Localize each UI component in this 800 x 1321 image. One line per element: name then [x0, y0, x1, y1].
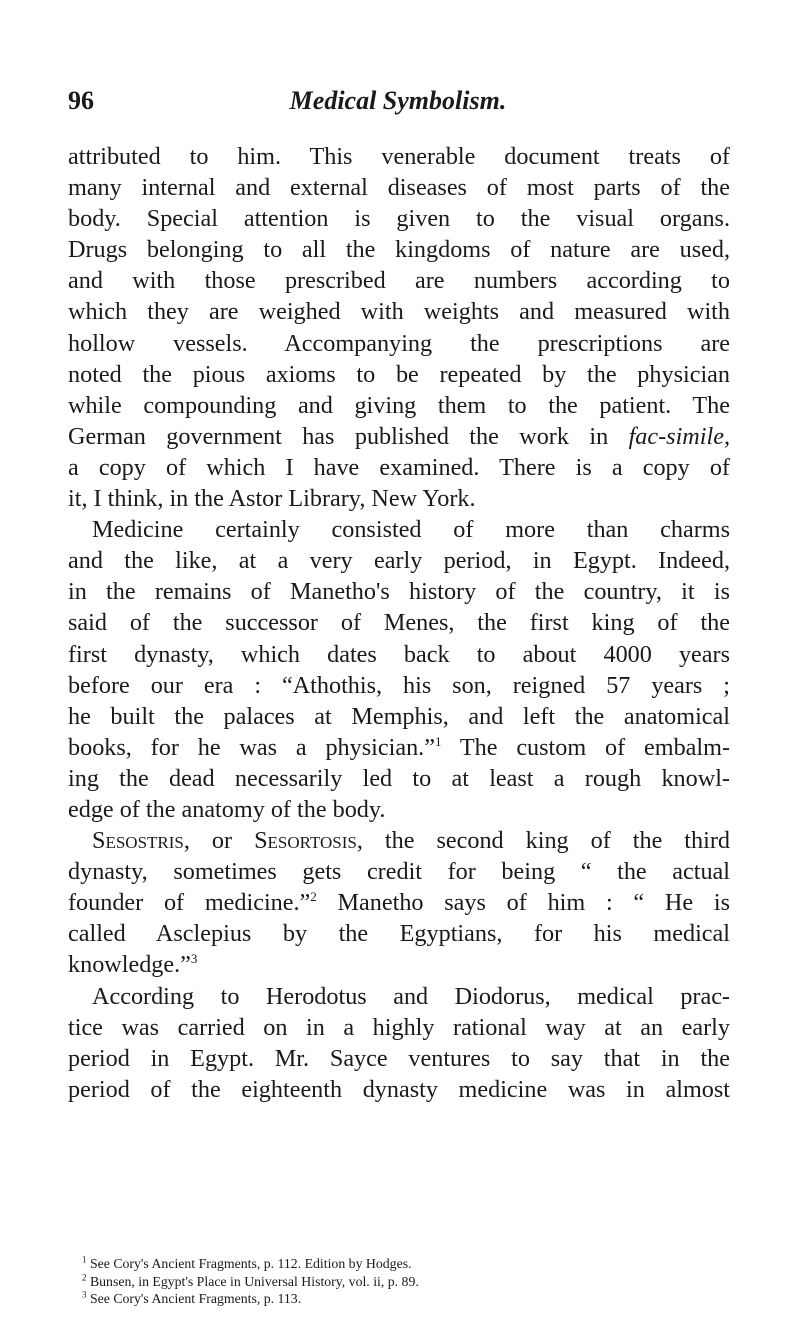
footnote	[82, 1255, 722, 1273]
text-line: noted the pious axioms to be repeated by the physician	[68, 360, 730, 388]
text-line: attributed to him. This venerable document treats of	[68, 143, 730, 170]
text-line	[68, 949, 730, 980]
text-line	[68, 887, 730, 918]
running-title: Medical Symbolism.	[289, 86, 507, 115]
text-line: and with those prescribed are numbers according to	[68, 267, 730, 295]
text-line: first dynasty, which dates back to about 4000 years	[68, 640, 730, 668]
text-line: said of the successor of Menes, the first king of the	[68, 609, 730, 637]
footnote	[82, 1290, 722, 1308]
footnote-ref: 1	[434, 733, 442, 749]
text-line: and the like, at a very early period, in Egypt. Indeed,	[68, 547, 730, 575]
running-head	[68, 86, 728, 120]
footnotes	[82, 1255, 722, 1308]
text-line: a copy of which I have examined. There is a copy of	[68, 453, 730, 481]
text-line: period in Egypt. Mr. Sayce ventures to say that in the	[68, 1044, 730, 1072]
body-text	[68, 141, 730, 1105]
footnote-ref: 2	[310, 889, 317, 905]
text-segment: The custom of embalm-	[441, 733, 731, 761]
text-line: he built the palaces at Memphis, and left the anatomical	[68, 702, 730, 730]
text-line: which they are weighed with weights and measured with	[68, 298, 730, 326]
text-line	[68, 732, 730, 763]
text-line: tice was carried on in a highly rational way at an early	[68, 1013, 730, 1041]
text-line: before our era : “Athothis, his son, reigned 57 years ;	[68, 671, 730, 699]
text-line: dynasty, sometimes gets credit for being “ the actual	[68, 858, 730, 886]
text-line: Drugs belonging to all the kingdoms of nature are used,	[68, 236, 730, 264]
text-line: body. Special attention is given to the visual organs.	[68, 205, 730, 233]
text-line: while compounding and giving them to the patient. The	[68, 391, 730, 419]
footnote-mark: 3	[82, 1289, 87, 1300]
paragraph-start-line: According to Herodotus and Diodorus, medical prac-	[92, 982, 730, 1010]
page-number: 96	[68, 86, 94, 115]
text-segment: German government has published the work in	[68, 422, 629, 450]
footnote-mark: 2	[82, 1272, 87, 1282]
text-segment: books, for he was a physician.”	[68, 733, 435, 761]
italic-term: fac-simile,	[628, 422, 730, 450]
text-line: edge of the anatomy of the body.	[68, 795, 386, 823]
text-segment: knowledge.”	[68, 951, 191, 979]
footnote-ref: 3	[190, 951, 198, 967]
smallcaps-name: Sesortosis	[254, 827, 357, 855]
paragraph-start-line: Sesostris, or Sesortosis, the second king of the third	[92, 827, 730, 855]
text-line: ing the dead necessarily led to at least a rough knowl-	[68, 764, 730, 792]
footnote-mark: 1	[82, 1254, 87, 1265]
text-segment: Manetho says of him : “ He is	[316, 889, 730, 917]
footnote	[82, 1273, 722, 1291]
text-line: called Asclepius by the Egyptians, for his medical	[68, 920, 730, 948]
text-line	[68, 421, 730, 452]
text-line: in the remains of Manetho's history of the country, it is	[68, 578, 730, 606]
text-line: period of the eighteenth dynasty medicine was in almost	[68, 1075, 730, 1103]
text-line: many internal and external diseases of most parts of the	[68, 174, 730, 202]
text-segment: , or	[183, 827, 255, 855]
text-segment: the second king of the third	[384, 827, 730, 855]
text-line: hollow vessels. Accompanying the prescriptions are	[68, 329, 730, 357]
footnote-text: Bunsen, in Egypt's Place in Universal History, vol. ii, p. 89.	[89, 1273, 419, 1289]
paragraph-start-line: Medicine certainly consisted of more than charms	[92, 516, 730, 544]
smallcaps-name: Sesostris	[92, 827, 184, 855]
footnote-text: See Cory's Ancient Fragments, p. 112. Edition by Hodges.	[89, 1256, 412, 1271]
footnote-text: See Cory's Ancient Fragments, p. 113.	[89, 1291, 302, 1307]
text-line: it, I think, in the Astor Library, New York.	[68, 485, 476, 513]
text-segment: founder of medicine.”	[68, 889, 311, 917]
